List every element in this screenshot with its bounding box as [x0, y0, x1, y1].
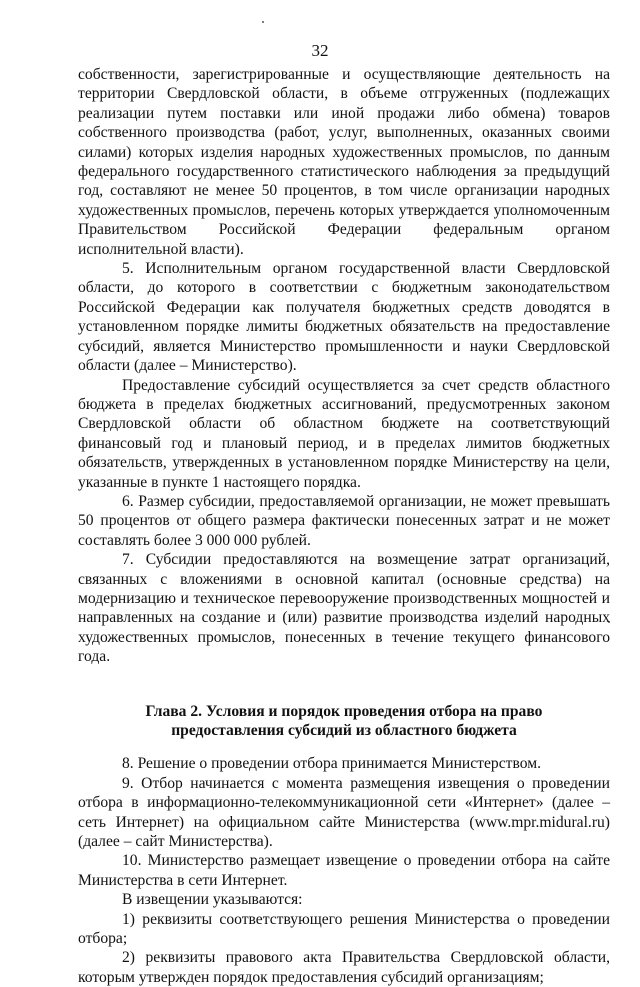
scan-speck	[262, 21, 264, 23]
paragraph-item-8: 8. Решение о проведении отбора принимается Министерством.	[122, 755, 541, 773]
page-number: 32	[311, 41, 329, 60]
paragraph-continuation: собственности, зарегистрированные и осуществляющие деятельность на территории Свердловской области, в объеме отгруженных (подлежащих реализации путем поставки или иной продажи либо обмена) товаров собственного производства (работ, услуг, выполненных, оказанных своими силами) которых изделия народных художественных промыслов, по данным федерального государственного статистического наблюдения за предыдущий год, составляют не менее 50 процентов, в том числе организации народных художественных промыслов, перечень которых утверждается уполномоченным Правительством Российской Федерации федеральным органом исполнительной власти).	[78, 66, 610, 258]
paragraph-subsidy-source: Предоставление субсидий осуществляется за счет средств областного бюджета в пределах бюджетных ассигнований, предусмотренных законом Свердловской области об областном бюджете на соответствующий финансовый год и плановый период, и в пределах лимитов бюджетных обязательств, утвержденных в установленном порядке Министерству на цели, указанные в пункте 1 настоящего порядка.	[78, 376, 610, 491]
paragraph-item-9: 9. Отбор начинается с момента размещения извещения о проведении отбора в информационно-телекоммуникационной сети «Интернет» (далее – сеть Интернет) на официальном сайте Министерства (www.mpr.midural.ru) (далее – сайт Министерства).	[78, 774, 610, 851]
paragraph-item-7: 7. Субсидии предоставляются на возмещение затрат организаций, связанных с вложениями в основной капитал (основные средства) на модернизацию и техническое перевооружение производственных мощностей и направленных на создание и (или) развитие производства изделий народных художественных промыслов, понесенных в течение текущего финансового года.	[78, 551, 610, 666]
chapter-heading: Глава 2. Условия и порядок проведения отбора на право предоставления субсидий из областного бюджета	[145, 702, 543, 739]
paragraph-item-5: 5. Исполнительным органом государственной власти Свердловской области, до которого в соответствии с бюджетным законодательством Российской Федерации как получателя бюджетных средств доводятся в установленном порядке лимиты бюджетных обязательств на предоставление субсидий, является Министерство промышленности и науки Свердловской области (далее – Министерство).	[78, 260, 610, 375]
paragraph-subitem-1: 1) реквизиты соответствующего решения Министерства о проведении отбора;	[78, 910, 610, 948]
paragraph-notice-intro: В извещении указываются:	[122, 891, 303, 909]
paragraph-subitem-2: 2) реквизиты правового акта Правительства Свердловской области, которым утвержден порядок предоставления субсидий организациям;	[78, 949, 610, 986]
paragraph-item-10: 10. Министерство размещает извещение о проведении отбора на сайте Министерства в сети Интернет.	[78, 852, 610, 889]
paragraph-item-6: 6. Размер субсидии, предоставляемой организации, не может превышать 50 процентов от общего размера фактически понесенных затрат и не может составлять более 3 000 000 рублей.	[78, 492, 610, 549]
document-body	[78, 65, 610, 987]
